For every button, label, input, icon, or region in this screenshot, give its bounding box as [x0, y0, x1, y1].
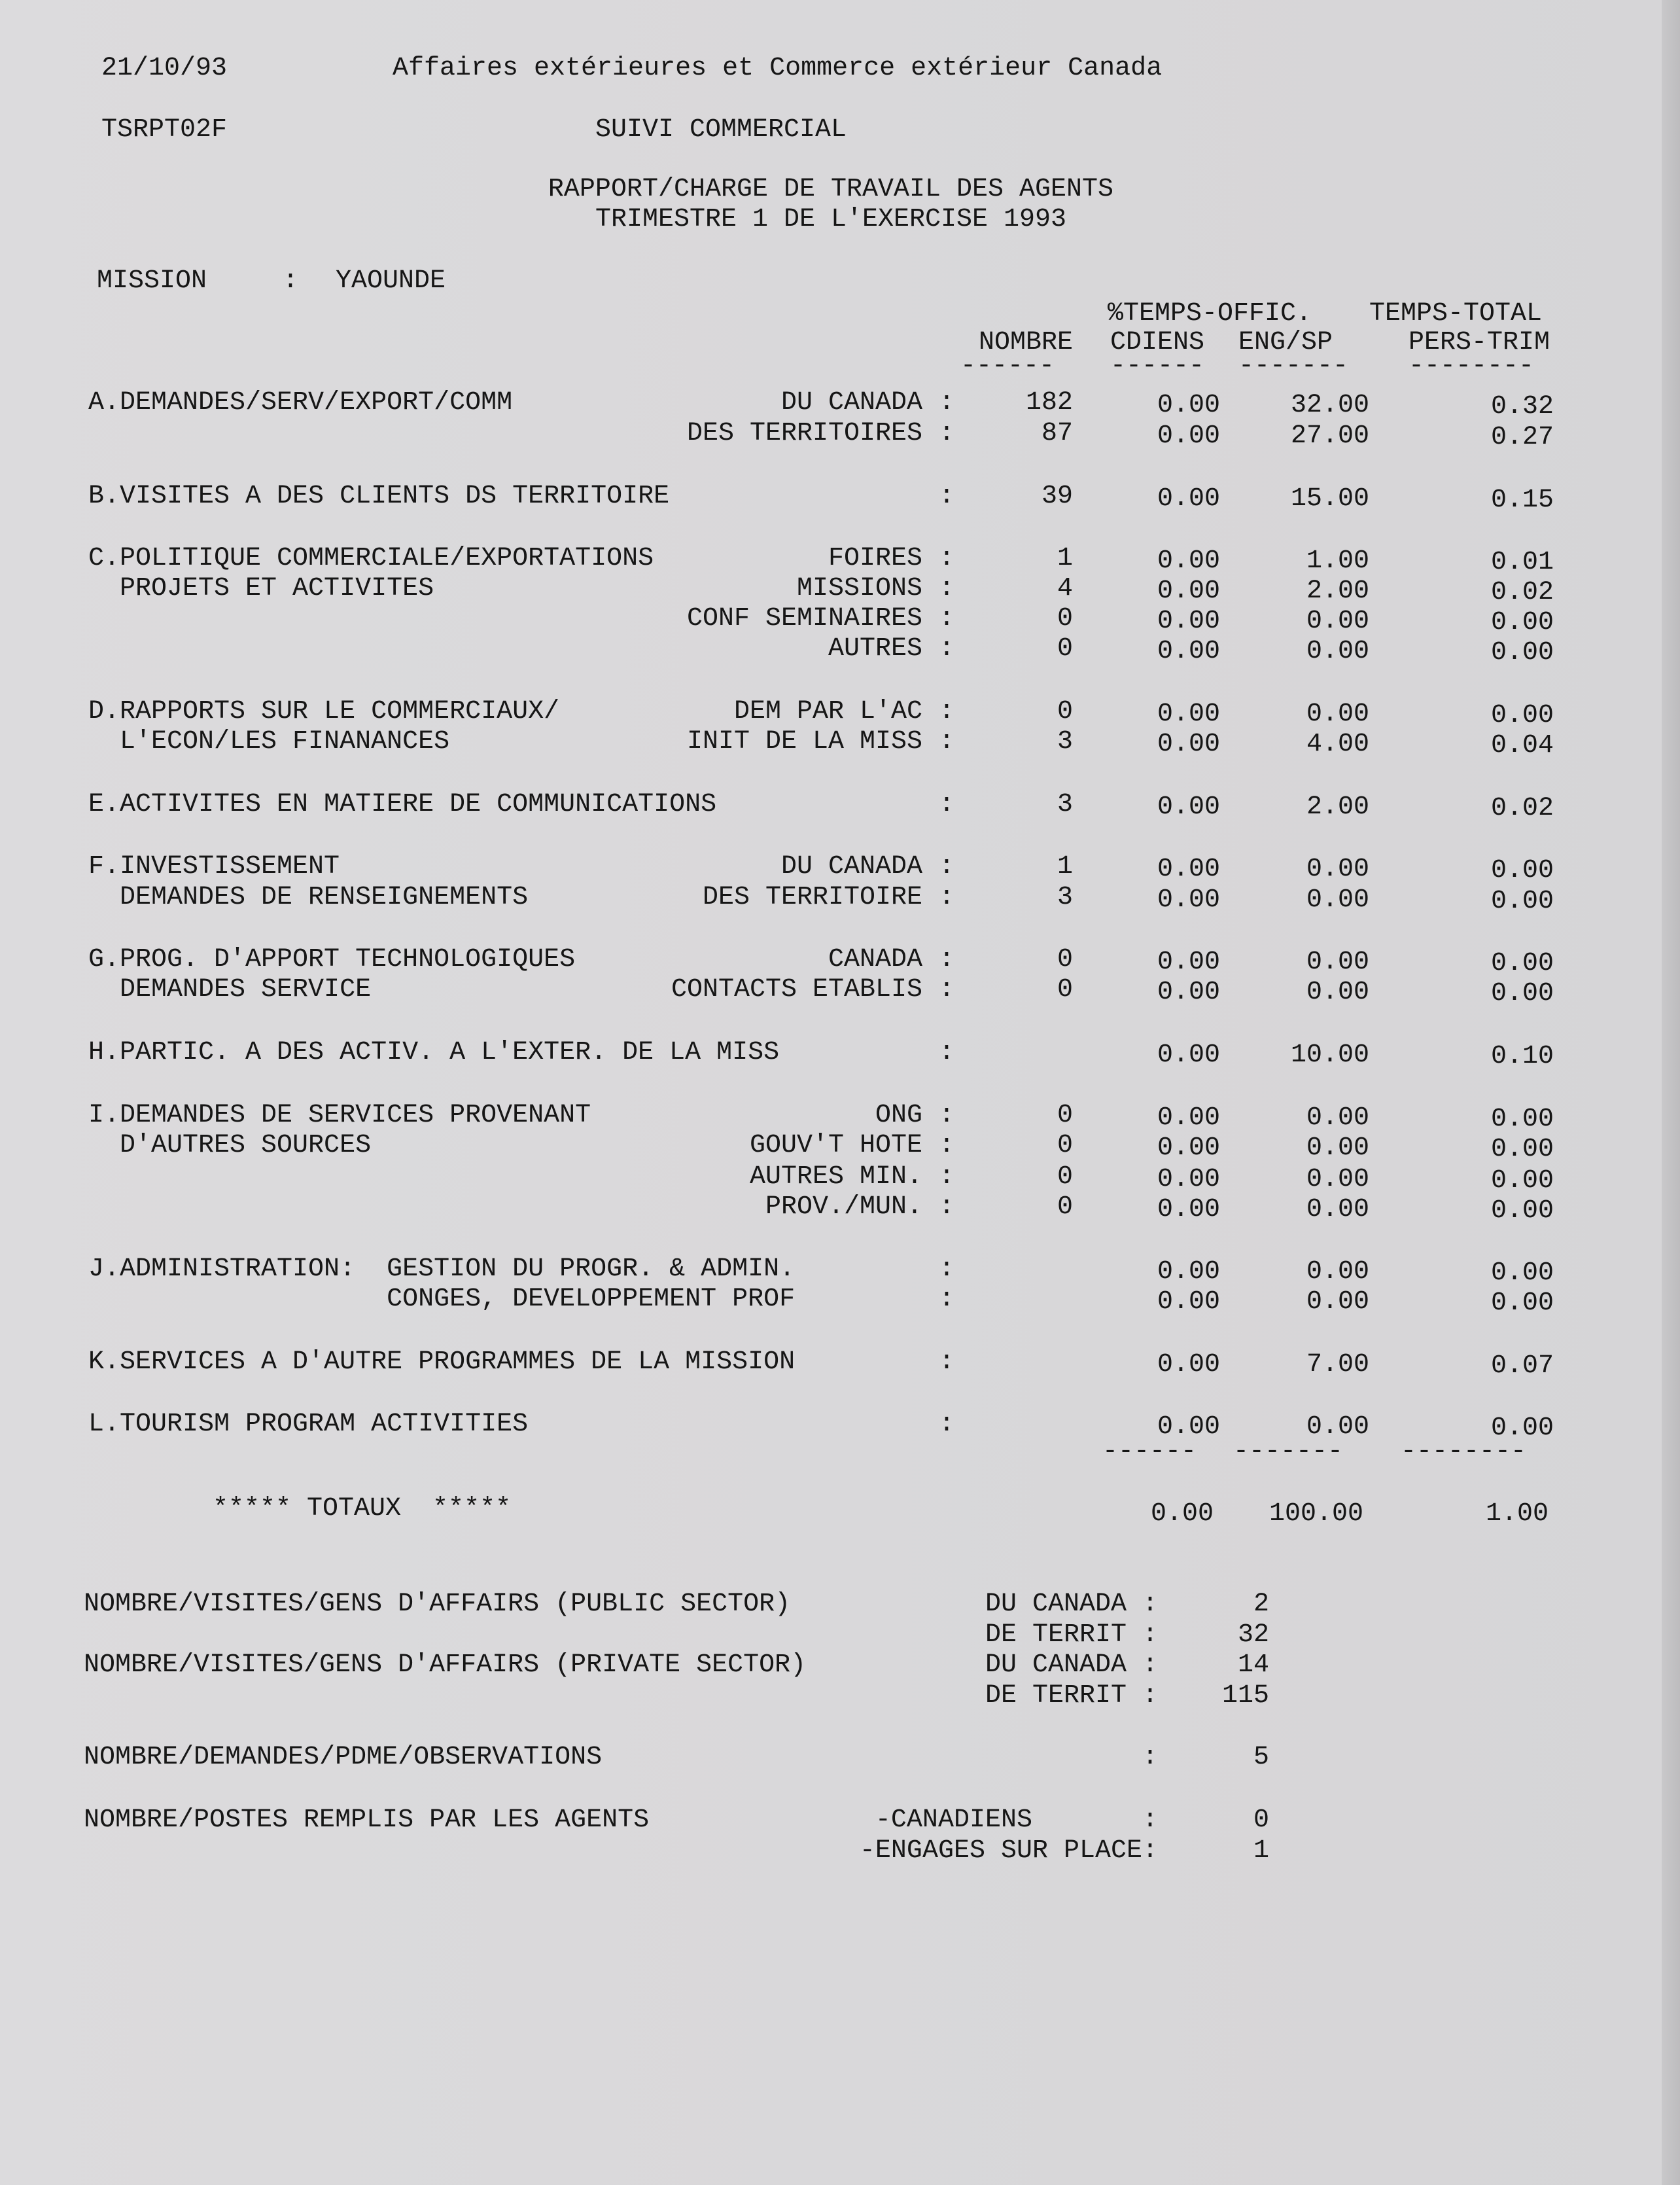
row-label: D.RAPPORTS SUR LE COMMERCIAUX/: [88, 697, 560, 726]
row-nombre: 182: [1025, 388, 1073, 417]
row-sublabel: CANADA: [828, 945, 922, 974]
report-date: 21/10/93: [101, 54, 228, 83]
footer-value: 1: [1253, 1836, 1269, 1866]
row-colon: :: [939, 1410, 955, 1439]
row-cdiens: 0.00: [1157, 577, 1220, 606]
row-pers: 0.02: [1490, 794, 1554, 823]
row-cdiens: 0.00: [1157, 1195, 1220, 1224]
row-colon: :: [939, 790, 955, 819]
row-nombre: 1: [1057, 852, 1073, 881]
footer-sublabel: DU CANADA :: [985, 1590, 1158, 1619]
row-colon: :: [939, 544, 955, 573]
row-sublabel: DEM PAR L'AC: [733, 697, 922, 726]
col-nombre-header: NOMBRE: [978, 328, 1073, 357]
report-title: RAPPORT/CHARGE DE TRAVAIL DES AGENTS: [548, 175, 1114, 204]
col-engsp-header: ENG/SP: [1238, 328, 1333, 357]
row-engsp: 0.00: [1306, 855, 1369, 884]
row-engsp: 0.00: [1306, 1412, 1369, 1442]
mission-separator: :: [283, 266, 299, 296]
col-cdiens-header: CDIENS: [1110, 328, 1205, 357]
row-label: G.PROG. D'APPORT TECHNOLOGIQUES: [88, 945, 576, 974]
row-engsp: 0.00: [1306, 1133, 1369, 1163]
row-nombre: 39: [1041, 482, 1073, 511]
row-pers: 0.00: [1490, 1196, 1554, 1226]
footer-value: 0: [1253, 1805, 1269, 1835]
col-nombre-underline: ------: [960, 351, 1055, 381]
footer-value: 14: [1237, 1650, 1269, 1680]
totals-pers: 1.00: [1485, 1499, 1549, 1529]
row-nombre: 0: [1057, 1131, 1073, 1160]
footer-value: 32: [1237, 1620, 1269, 1650]
row-pers: 0.01: [1490, 548, 1554, 577]
row-label: CONGES, DEVELOPPEMENT PROF: [88, 1285, 796, 1314]
footer-label: NOMBRE/VISITES/GENS D'AFFAIRS (PUBLIC SECTOR): [84, 1590, 791, 1619]
page-edge: [1662, 0, 1680, 2185]
row-engsp: 2.00: [1306, 577, 1369, 606]
row-colon: :: [939, 574, 955, 603]
row-sublabel: ONG: [875, 1101, 922, 1130]
row-nombre: 0: [1057, 1101, 1073, 1130]
row-sublabel: DU CANADA: [780, 388, 922, 417]
row-nombre: 0: [1057, 945, 1073, 974]
row-cdiens: 0.00: [1157, 792, 1220, 822]
col-pers-underline: --------: [1409, 351, 1535, 381]
row-label: F.INVESTISSEMENT: [88, 852, 340, 881]
row-engsp: 0.00: [1306, 637, 1369, 666]
row-label: C.POLITIQUE COMMERCIALE/EXPORTATIONS: [88, 544, 654, 573]
row-label: I.DEMANDES DE SERVICES PROVENANT: [88, 1101, 591, 1130]
row-cdiens: 0.00: [1157, 546, 1220, 576]
row-colon: :: [939, 634, 955, 664]
row-sublabel: FOIRES: [828, 544, 922, 573]
row-sublabel: AUTRES MIN.: [749, 1162, 922, 1192]
totals-engsp: 100.00: [1269, 1499, 1363, 1529]
row-colon: :: [939, 697, 955, 726]
footer-value: 2: [1253, 1590, 1269, 1619]
row-sublabel: DES TERRITOIRE: [702, 883, 922, 912]
row-cdiens: 0.00: [1157, 885, 1220, 915]
row-engsp: 27.00: [1290, 421, 1369, 451]
row-label: H.PARTIC. A DES ACTIV. A L'EXTER. DE LA MISS: [88, 1038, 780, 1067]
footer-sublabel: DE TERRIT :: [985, 1681, 1158, 1711]
row-nombre: 0: [1057, 975, 1073, 1004]
totals-engsp-underline: -------: [1233, 1437, 1344, 1466]
department-name: Affaires extérieures et Commerce extérieur Canada: [393, 54, 1163, 83]
totals-cdiens: 0.00: [1150, 1499, 1214, 1529]
row-pers: 0.04: [1490, 731, 1554, 760]
row-colon: :: [939, 1254, 955, 1284]
row-cdiens: 0.00: [1157, 730, 1220, 759]
row-colon: :: [939, 975, 955, 1004]
totals-cdiens-underline: ------: [1102, 1437, 1197, 1466]
footer-label: NOMBRE/POSTES REMPLIS PAR LES AGENTS: [84, 1805, 650, 1835]
row-pers: 0.00: [1490, 1288, 1554, 1318]
row-pers: 0.00: [1490, 856, 1554, 885]
row-engsp: 0.00: [1306, 978, 1369, 1007]
row-engsp: 0.00: [1306, 1195, 1369, 1224]
row-engsp: 0.00: [1306, 607, 1369, 636]
row-colon: :: [939, 1162, 955, 1192]
row-label: B.VISITES A DES CLIENTS DS TERRITOIRE: [88, 482, 670, 511]
mission-value: YAOUNDE: [336, 266, 446, 296]
row-cdiens: 0.00: [1157, 421, 1220, 451]
row-engsp: 0.00: [1306, 885, 1369, 915]
row-pers: 0.15: [1490, 486, 1554, 515]
row-pers: 0.27: [1490, 423, 1554, 452]
row-nombre: 0: [1057, 1192, 1073, 1222]
row-colon: :: [939, 419, 955, 448]
row-engsp: 0.00: [1306, 700, 1369, 729]
row-cdiens: 0.00: [1157, 1133, 1220, 1163]
row-cdiens: 0.00: [1157, 700, 1220, 729]
row-pers: 0.00: [1490, 608, 1554, 637]
row-nombre: 4: [1057, 574, 1073, 603]
row-colon: :: [939, 388, 955, 417]
row-label: K.SERVICES A D'AUTRE PROGRAMMES DE LA MISSION: [88, 1347, 796, 1377]
row-cdiens: 0.00: [1157, 1103, 1220, 1133]
row-colon: :: [939, 883, 955, 912]
row-engsp: 10.00: [1290, 1040, 1369, 1070]
row-colon: :: [939, 1347, 955, 1377]
row-sublabel: CONTACTS ETABLIS: [671, 975, 922, 1004]
footer-label: NOMBRE/DEMANDES/PDME/OBSERVATIONS: [84, 1743, 603, 1772]
row-engsp: 4.00: [1306, 730, 1369, 759]
system-name: SUIVI COMMERCIAL: [595, 115, 847, 145]
row-cdiens: 0.00: [1157, 1257, 1220, 1287]
row-nombre: 1: [1057, 544, 1073, 573]
row-pers: 0.10: [1490, 1042, 1554, 1071]
row-engsp: 7.00: [1306, 1350, 1369, 1379]
row-nombre: 87: [1041, 419, 1073, 448]
footer-sublabel: :: [1142, 1743, 1158, 1772]
col-engsp-underline: -------: [1238, 351, 1349, 381]
footer-value: 115: [1221, 1681, 1269, 1711]
row-cdiens: 0.00: [1157, 855, 1220, 884]
row-label: D'AUTRES SOURCES: [88, 1131, 372, 1160]
col-pers-header: PERS-TRIM: [1409, 328, 1550, 357]
row-sublabel: DU CANADA: [780, 852, 922, 881]
mission-label: MISSION: [97, 266, 207, 296]
row-colon: :: [939, 852, 955, 881]
row-nombre: 3: [1057, 883, 1073, 912]
row-cdiens: 0.00: [1157, 1350, 1220, 1379]
footer-label: NOMBRE/VISITES/GENS D'AFFAIRS (PRIVATE SECTOR): [84, 1650, 807, 1680]
row-pers: 0.07: [1490, 1351, 1554, 1381]
row-pers: 0.32: [1490, 392, 1554, 421]
row-colon: :: [939, 945, 955, 974]
row-colon: :: [939, 1101, 955, 1130]
row-engsp: 0.00: [1306, 948, 1369, 977]
row-engsp: 0.00: [1306, 1165, 1369, 1194]
row-cdiens: 0.00: [1157, 978, 1220, 1007]
row-engsp: 0.00: [1306, 1287, 1369, 1317]
row-colon: :: [939, 1131, 955, 1160]
row-sublabel: PROV./MUN.: [765, 1192, 922, 1222]
row-colon: :: [939, 727, 955, 756]
row-nombre: 0: [1057, 634, 1073, 664]
row-colon: :: [939, 1038, 955, 1067]
report-code: TSRPT02F: [101, 115, 228, 145]
row-engsp: 0.00: [1306, 1257, 1369, 1287]
col-group-temps-total: TEMPS-TOTAL: [1369, 299, 1543, 329]
row-pers: 0.00: [1490, 701, 1554, 730]
row-pers: 0.00: [1490, 1135, 1554, 1164]
row-nombre: 3: [1057, 727, 1073, 756]
footer-sublabel: -CANADIENS :: [875, 1805, 1158, 1835]
row-cdiens: 0.00: [1157, 948, 1220, 977]
row-pers: 0.00: [1490, 887, 1554, 916]
row-nombre: 0: [1057, 1162, 1073, 1192]
row-pers: 0.00: [1490, 979, 1554, 1008]
row-cdiens: 0.00: [1157, 1040, 1220, 1070]
row-label: E.ACTIVITES EN MATIERE DE COMMUNICATIONS: [88, 790, 717, 819]
col-group-temps-offic: %TEMPS-OFFIC.: [1108, 299, 1312, 329]
footer-sublabel: -ENGAGES SUR PLACE:: [859, 1836, 1158, 1866]
row-engsp: 1.00: [1306, 546, 1369, 576]
row-sublabel: GOUV'T HOTE: [749, 1131, 922, 1160]
row-label: L.TOURISM PROGRAM ACTIVITIES: [88, 1410, 529, 1439]
row-nombre: 0: [1057, 604, 1073, 633]
row-cdiens: 0.00: [1157, 607, 1220, 636]
row-cdiens: 0.00: [1157, 1412, 1220, 1442]
row-cdiens: 0.00: [1157, 637, 1220, 666]
row-sublabel: CONF SEMINAIRES: [686, 604, 922, 633]
row-label: DEMANDES DE RENSEIGNEMENTS: [88, 883, 529, 912]
row-pers: 0.00: [1490, 638, 1554, 667]
col-cdiens-underline: ------: [1110, 351, 1205, 381]
row-sublabel: AUTRES: [828, 634, 922, 664]
footer-value: 5: [1253, 1743, 1269, 1772]
row-pers: 0.00: [1490, 1258, 1554, 1288]
row-colon: :: [939, 1285, 955, 1314]
row-pers: 0.00: [1490, 949, 1554, 978]
row-label: L'ECON/LES FINANANCES: [88, 727, 450, 756]
row-pers: 0.00: [1490, 1413, 1554, 1443]
row-cdiens: 0.00: [1157, 1165, 1220, 1194]
row-pers: 0.00: [1490, 1166, 1554, 1196]
row-colon: :: [939, 482, 955, 511]
footer-sublabel: DE TERRIT :: [985, 1620, 1158, 1650]
row-pers: 0.02: [1490, 578, 1554, 607]
row-label: A.DEMANDES/SERV/EXPORT/COMM: [88, 388, 513, 417]
row-colon: :: [939, 604, 955, 633]
row-engsp: 32.00: [1290, 391, 1369, 420]
report-period: TRIMESTRE 1 DE L'EXERCISE 1993: [595, 205, 1067, 234]
row-cdiens: 0.00: [1157, 391, 1220, 420]
footer-sublabel: DU CANADA :: [985, 1650, 1158, 1680]
row-cdiens: 0.00: [1157, 484, 1220, 514]
row-nombre: 0: [1057, 697, 1073, 726]
row-colon: :: [939, 1192, 955, 1222]
row-label: DEMANDES SERVICE: [88, 975, 372, 1004]
row-label: J.ADMINISTRATION: GESTION DU PROGR. & ADMIN.: [88, 1254, 796, 1284]
row-pers: 0.00: [1490, 1105, 1554, 1134]
row-engsp: 0.00: [1306, 1103, 1369, 1133]
row-sublabel: MISSIONS: [796, 574, 922, 603]
row-label: PROJETS ET ACTIVITES: [88, 574, 434, 603]
row-engsp: 15.00: [1290, 484, 1369, 514]
totals-pers-underline: --------: [1401, 1437, 1527, 1466]
row-sublabel: DES TERRITOIRES: [686, 419, 922, 448]
row-sublabel: INIT DE LA MISS: [686, 727, 922, 756]
row-nombre: 3: [1057, 790, 1073, 819]
row-engsp: 2.00: [1306, 792, 1369, 822]
row-cdiens: 0.00: [1157, 1287, 1220, 1317]
totals-label: ***** TOTAUX *****: [213, 1494, 512, 1523]
